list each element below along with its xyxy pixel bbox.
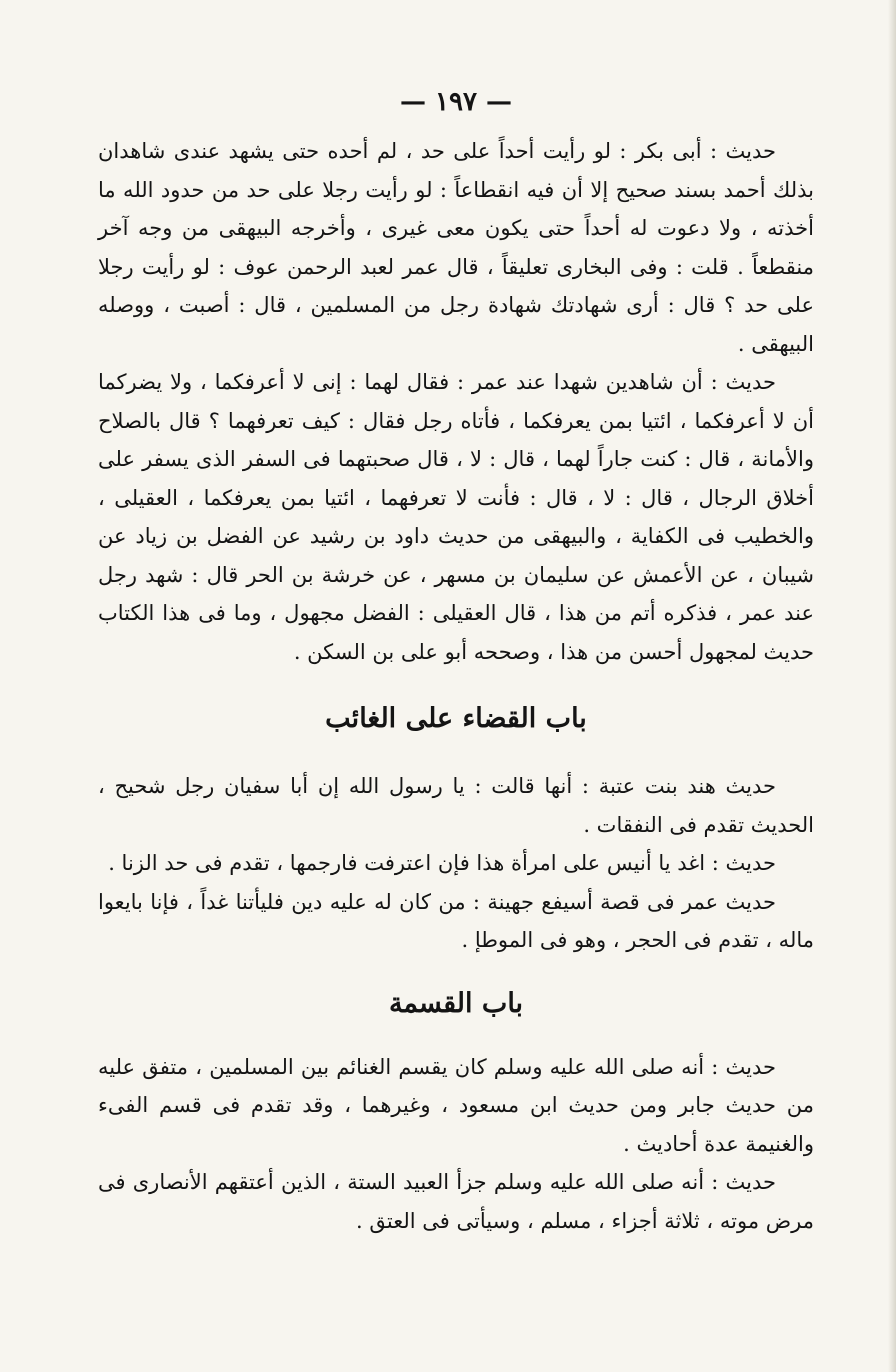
chapter-heading-division: باب القسمة (388, 987, 524, 1019)
hadith-paragraph: حديث : اغد يا أنيس على امرأة هذا فإن اعترفت فارجمها ، تقدم فى حد الزنا . (108, 851, 776, 875)
hadith-paragraph: حديث عمر فى قصة أسيفع جهينة : من كان له عليه دين فليأتنا غداً ، فإنا بايعوا ماله ، تقدم فى الحجر ، وهو فى الموطإ . (98, 889, 814, 952)
hadith-paragraph: حديث : أبى بكر : لو رأيت أحداً على حد ، لم أحده حتى يشهد عندى شاهدان بذلك أحمد بسند صحيح إلا أن فيه انقطاعاً : لو رأيت رجلا على حد من حدود الله ما أخذته ، ولا دعوت له أحداً حتى يكون معى غيرى ، وأخرجه البيهقى من وجه آخر منقطعاً . قلت : وفى البخارى تعليقاً ، قال عمر لعبد الرحمن عوف : لو رأيت رجلا على حد ؟ قال : أرى شهادتك شهادة رجل من المسلمين ، قال : أصبت ، ووصله البيهقى . (98, 139, 814, 356)
page-edge-shadow (888, 0, 896, 1372)
chapter-heading-judgment-absent: باب القضاء على الغائب (325, 703, 587, 734)
hadith-paragraph: حديث : أنه صلى الله عليه وسلم جزأ العبيد الستة ، الذين أعتقهم الأنصارى فى مرض موته ، ثلاثة أجزاء ، مسلم ، وسيأتى فى العتق . (98, 1170, 814, 1233)
hadith-paragraph: حديث : أنه صلى الله عليه وسلم كان يقسم الغنائم بين المسلمين ، متفق عليه من حديث جابر ومن حديث ابن مسعود ، وغيرهما ، وقد تقدم فى قسم الفىء والغنيمة عدة أحاديث . (98, 1054, 814, 1156)
page-number: — ١٩٧ — (399, 87, 513, 117)
hadith-paragraph: حديث : أن شاهدين شهدا عند عمر : فقال لهما : إنى لا أعرفكما ، ولا يضركما أن لا أعرفكما ، ائتيا بمن يعرفكما ، فأتاه رجل فقال : كيف تعرفهما ؟ قال بالصلاح والأمانة ، قال : كنت جاراً لهما ، قال : لا ، قال صحبتهما فى السفر الذى يسفر على أخلاق الرجال ، قال : لا ، قال : فأنت لا تعرفهما ، ائتيا بمن يعرفكما ، العقيلى ، والخطيب فى الكفاية ، والبيهقى من حديث داود بن رشيد عن الفضل بن زياد عن شيبان ، عن الأعمش عن سليمان بن مسهر ، عن خرشة بن الحر قال : شهد رجل عند عمر ، فذكره أتم من هذا ، قال العقيلى : الفضل مجهول ، وما فى هذا الكتاب حديث لمجهول أحسن من هذا ، وصححه أبو على بن السكن . (98, 370, 814, 664)
hadith-paragraph: حديث هند بنت عتبة : أنها قالت : يا رسول الله إن أبا سفيان رجل شحيح ، الحديث تقدم فى النفقات . (98, 774, 814, 837)
